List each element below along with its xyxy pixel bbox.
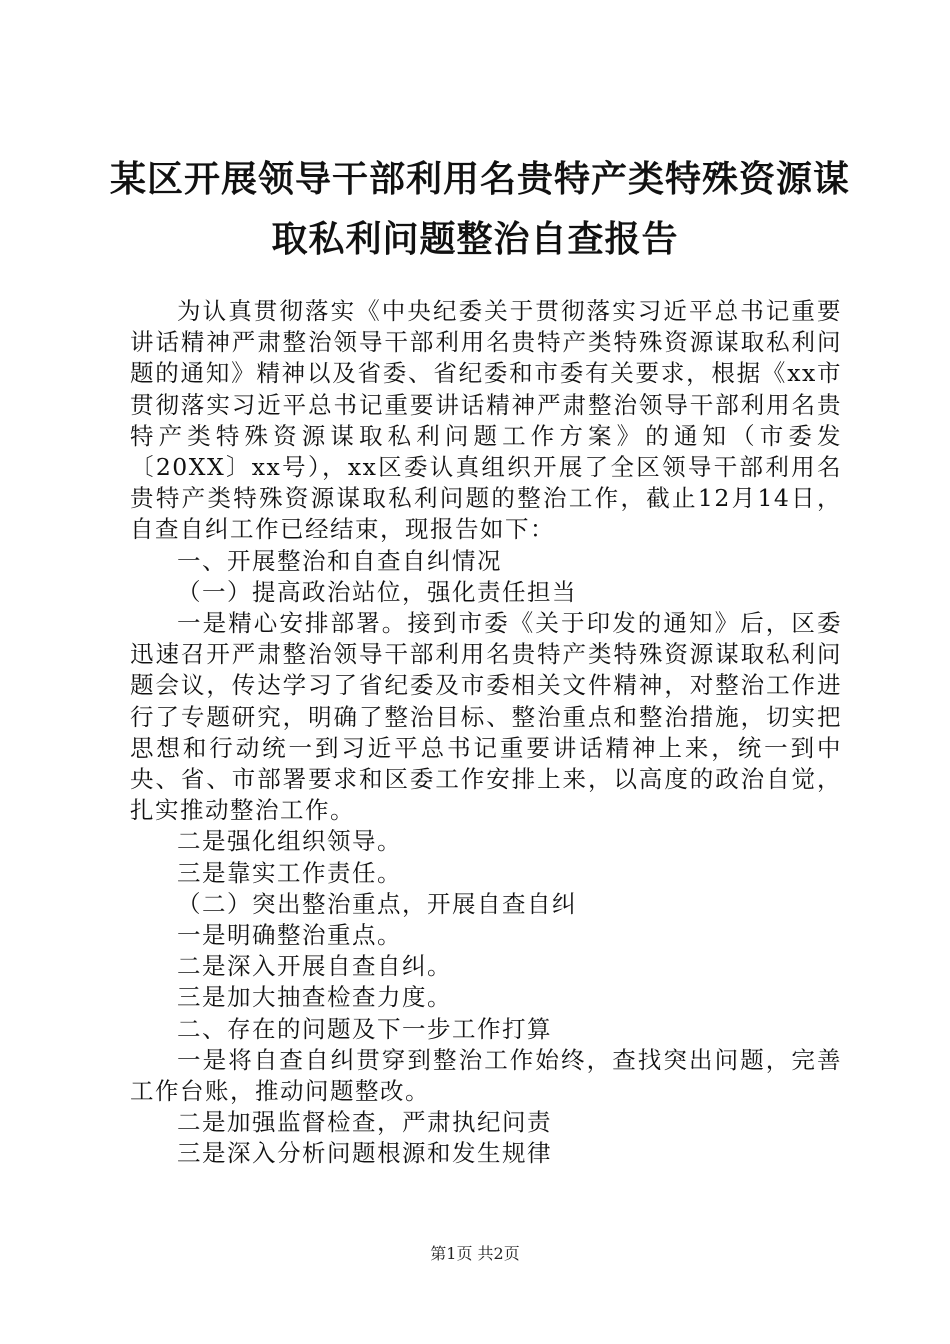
paragraph-deployment: 一是精心安排部署。接到市委《关于印发的通知》后，区委迅速召开严肃整治领导干部利用名贵特产类特殊资源谋取私利问题会议，传达学习了省纪委及市委相关文件精神，对整治工作进行了专题研究，明确了整治目标、整治重点和整治措施，切实把思想和行动统一到习近平总书记重要讲话精神上来，统一到中央、省、市部署要求和区委工作安排上来，以高度的政治自觉，扎实推动整治工作。 [130,609,842,825]
paragraph-item: 三是靠实工作责任。 [177,858,402,887]
paragraph-item: 二是深入开展自查自纠。 [177,952,452,981]
document-title-line-1: 某区开展领导干部利用名贵特产类特殊资源谋 [110,159,851,200]
paragraph-intro: 为认真贯彻落实《中央纪委关于贯彻落实习近平总书记重要讲话精神严肃整治领导干部利用名贵特产类特殊资源谋取私利问题的通知》精神以及省委、省纪委和市委有关要求，根据《xx市贯彻落实习近平总书记重要讲话精神严肃整治领导干部利用名贵特产类特殊资源谋取私利问题工作方案》的通知（市委发〔20XX〕xx号），xx区委认真组织开展了全区领导干部利用名贵特产类特殊资源谋取私利问题的整治工作，截止12月14日，自查自纠工作已经结束，现报告如下： [130,297,842,544]
paragraph-item: 二是强化组织领导。 [177,827,402,856]
document-title-line-2: 取私利问题整治自查报告 [271,219,679,260]
document-body [130,296,842,1170]
paragraph-item: 三是加大抽查检查力度。 [177,983,452,1012]
paragraph-item: 三是深入分析问题根源和发生规律 [177,1139,552,1168]
subsection-heading-1: （一）提高政治站位，强化责任担当 [177,577,577,606]
section-heading-1: 一、开展整治和自查自纠情况 [177,546,502,575]
page-footer: 第1页 共2页 [430,1244,520,1263]
subsection-heading-2: （二）突出整治重点，开展自查自纠 [177,889,577,918]
paragraph-item: 一是明确整治重点。 [177,921,402,950]
paragraph-item: 二是加强监督检查，严肃执纪问责 [177,1108,552,1137]
section-heading-2: 二、存在的问题及下一步工作打算 [177,1014,552,1043]
paragraph-item: 一是将自查自纠贯穿到整治工作始终，查找突出问题，完善工作台账，推动问题整改。 [130,1045,842,1106]
